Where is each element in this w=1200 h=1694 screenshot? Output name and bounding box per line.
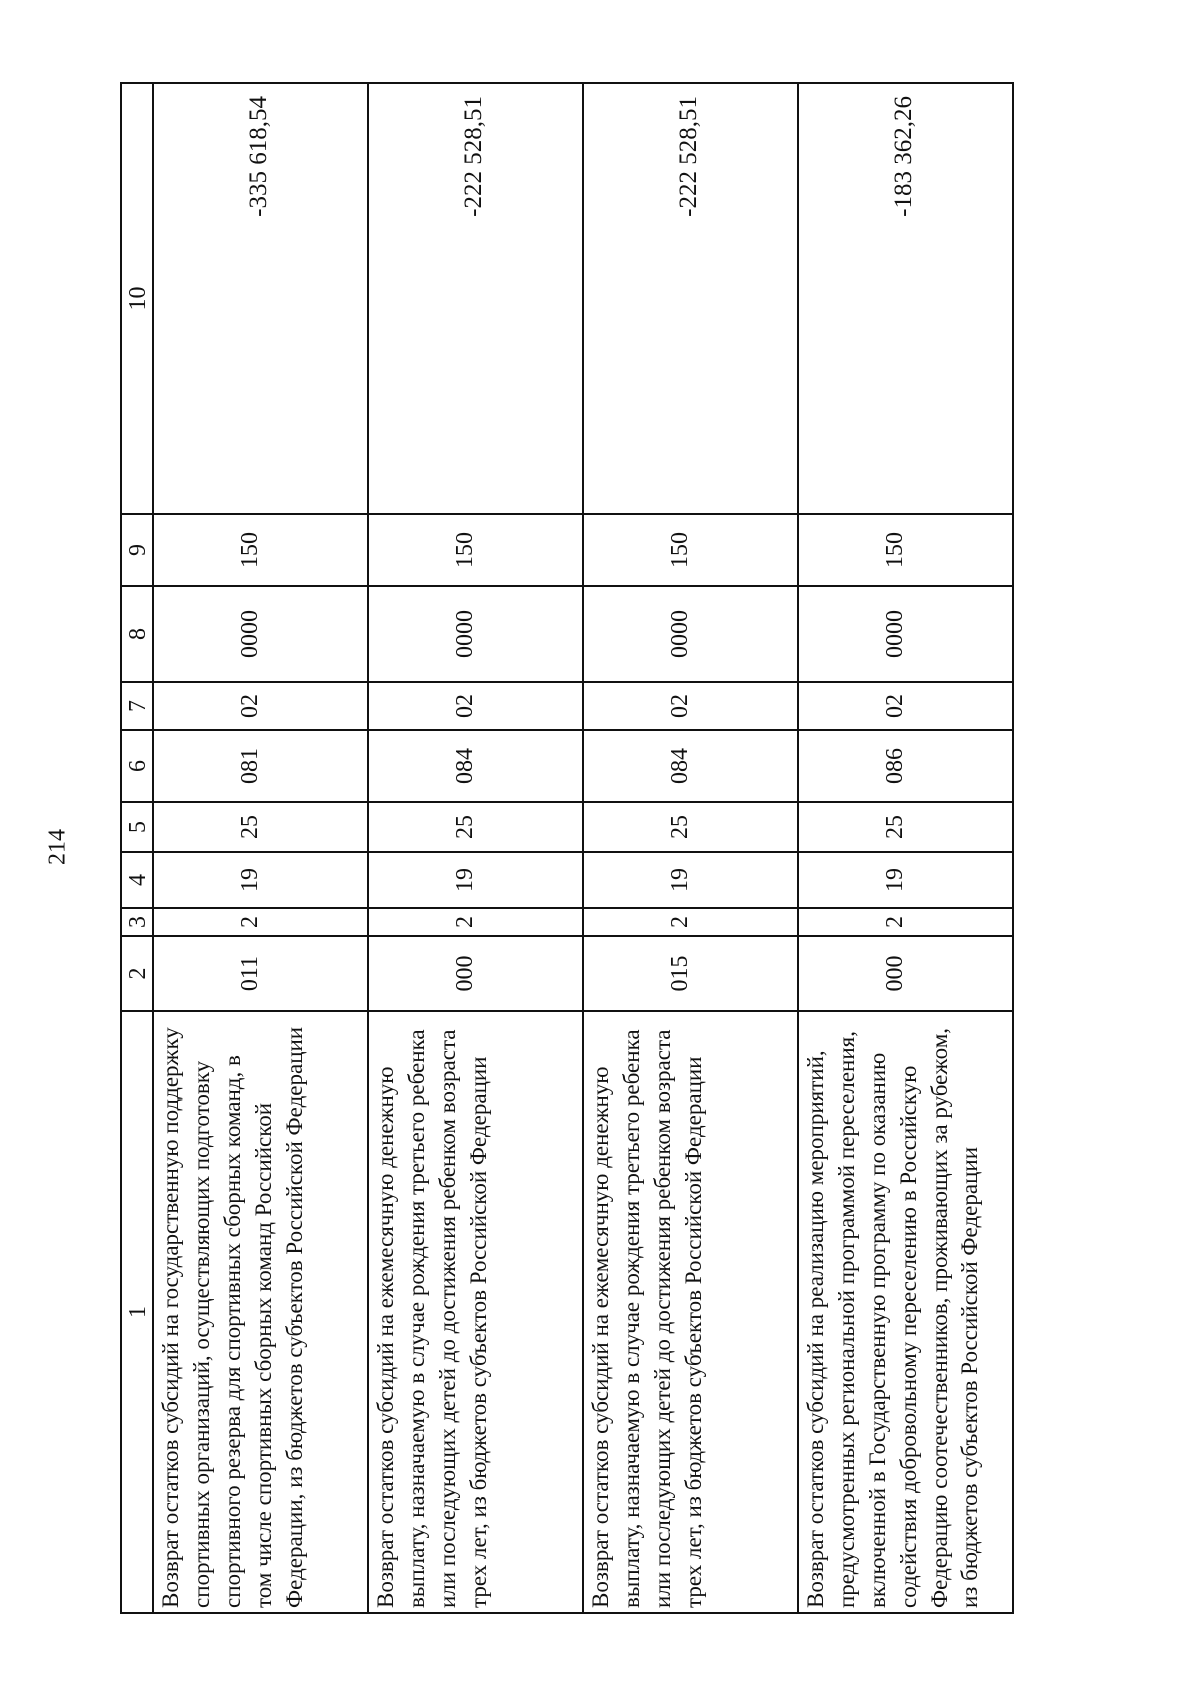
code-cell: 2 xyxy=(153,908,368,936)
code-cell: 000 xyxy=(368,936,583,1011)
column-header: 5 xyxy=(121,802,153,852)
code-cell: 19 xyxy=(368,852,583,908)
column-header: 2 xyxy=(121,936,153,1011)
amount-cell: -335 618,54 xyxy=(153,83,368,514)
code-cell: 2 xyxy=(368,908,583,936)
code-cell: 0000 xyxy=(798,586,1013,682)
code-cell: 084 xyxy=(583,730,798,802)
code-cell: 19 xyxy=(798,852,1013,908)
code-cell: 2 xyxy=(798,908,1013,936)
code-cell: 015 xyxy=(583,936,798,1011)
table-row xyxy=(368,83,583,1613)
code-cell: 2 xyxy=(583,908,798,936)
row-description: Возврат остатков субсидий на реализацию мероприятий, предусмотренных региональной программой переселения, включенной в Государственную программу по оказанию содействия добровольному переселению в Российскую Федерацию соотечественников, проживающих за рубежом, из бюджетов субъектов Российской Федерации xyxy=(798,1011,1013,1613)
table-row xyxy=(583,83,798,1613)
code-cell: 02 xyxy=(153,682,368,730)
column-header: 10 xyxy=(121,83,153,514)
code-cell: 0000 xyxy=(368,586,583,682)
code-cell: 000 xyxy=(798,936,1013,1011)
page-number: 214 xyxy=(44,829,71,865)
code-cell: 02 xyxy=(798,682,1013,730)
code-cell: 25 xyxy=(153,802,368,852)
column-header: 6 xyxy=(121,730,153,802)
code-cell: 150 xyxy=(583,514,798,586)
column-header: 1 xyxy=(121,1011,153,1613)
code-cell: 0000 xyxy=(153,586,368,682)
amount-cell: -183 362,26 xyxy=(798,83,1013,514)
code-cell: 150 xyxy=(798,514,1013,586)
code-cell: 150 xyxy=(153,514,368,586)
table-row xyxy=(153,83,368,1613)
header-row xyxy=(121,83,153,1613)
code-cell: 02 xyxy=(368,682,583,730)
row-description: Возврат остатков субсидий на ежемесячную денежную выплату, назначаемую в случае рождения третьего ребенка или последующих детей до достижения ребенком возраста трех лет, из бюджетов субъектов Российской Федерации xyxy=(368,1011,583,1613)
code-cell: 02 xyxy=(583,682,798,730)
code-cell: 011 xyxy=(153,936,368,1011)
rotated-table-container xyxy=(120,84,1010,1614)
budget-table xyxy=(120,82,1014,1614)
row-description: Возврат остатков субсидий на государственную поддержку спортивных организаций, осуществляющих подготовку спортивного резерва для спортивных сборных команд, в том числе спортивных сборных команд Российской Федерации, из бюджетов субъектов Российской Федерации xyxy=(153,1011,368,1613)
column-header: 7 xyxy=(121,682,153,730)
code-cell: 25 xyxy=(368,802,583,852)
code-cell: 19 xyxy=(153,852,368,908)
code-cell: 25 xyxy=(583,802,798,852)
code-cell: 084 xyxy=(368,730,583,802)
row-description: Возврат остатков субсидий на ежемесячную денежную выплату, назначаемую в случае рождения третьего ребенка или последующих детей до достижения ребенком возраста трех лет, из бюджетов субъектов Российской Федерации xyxy=(583,1011,798,1613)
code-cell: 0000 xyxy=(583,586,798,682)
code-cell: 086 xyxy=(798,730,1013,802)
amount-cell: -222 528,51 xyxy=(583,83,798,514)
code-cell: 25 xyxy=(798,802,1013,852)
amount-cell: -222 528,51 xyxy=(368,83,583,514)
column-header: 9 xyxy=(121,514,153,586)
code-cell: 150 xyxy=(368,514,583,586)
code-cell: 081 xyxy=(153,730,368,802)
column-header: 8 xyxy=(121,586,153,682)
code-cell: 19 xyxy=(583,852,798,908)
column-header: 3 xyxy=(121,908,153,936)
table-row xyxy=(798,83,1013,1613)
column-header: 4 xyxy=(121,852,153,908)
